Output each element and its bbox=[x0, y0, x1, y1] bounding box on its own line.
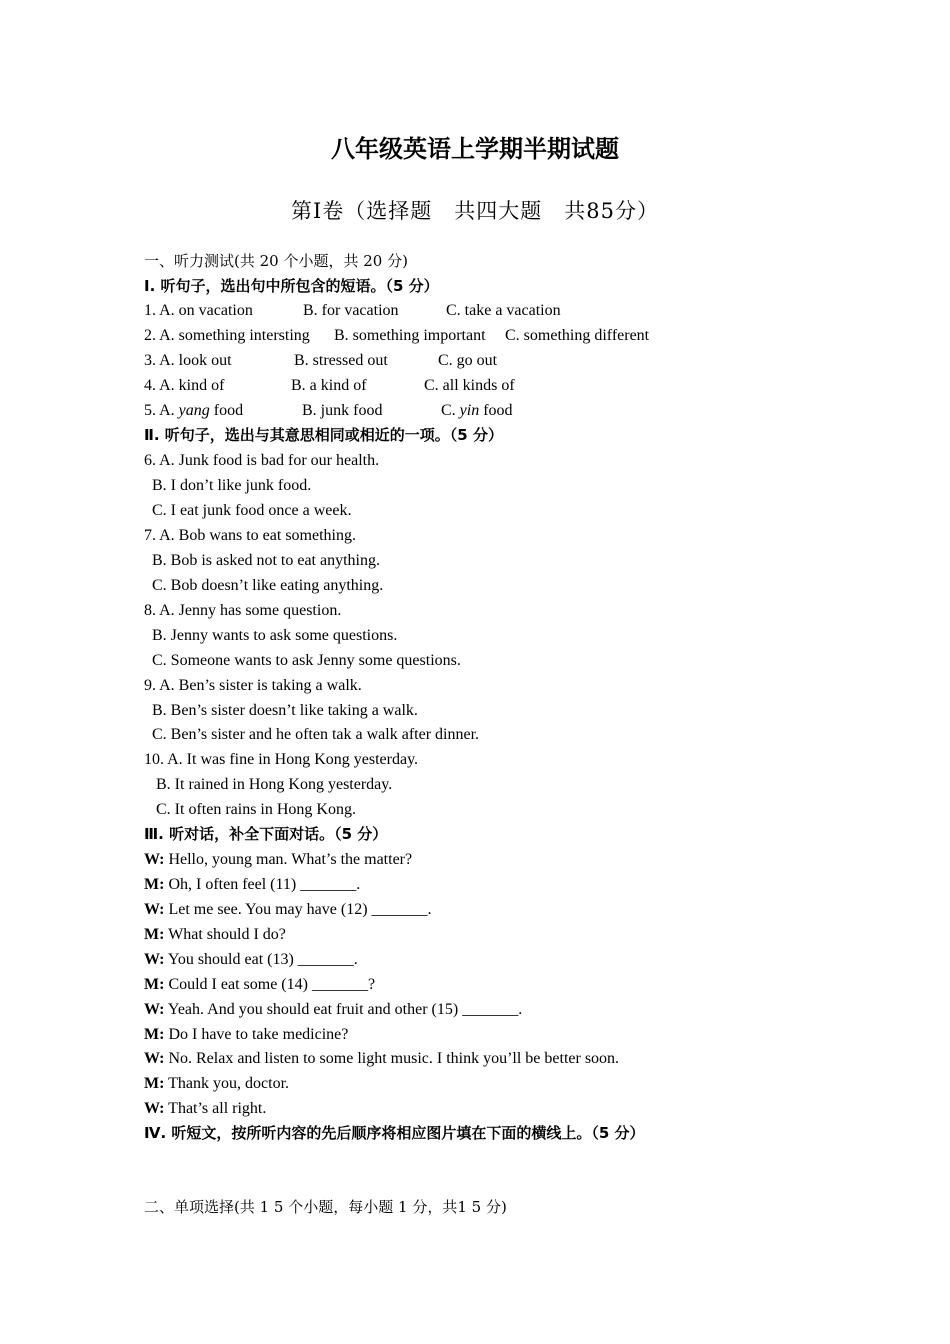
part1-header: Ⅰ. 听句子，选出句中所包含的短语。（5 分） bbox=[144, 277, 439, 295]
q9-option-c: C. Ben’s sister and he often tak a walk after dinner. bbox=[152, 726, 480, 743]
q5-option-c: C. yin food bbox=[441, 402, 513, 419]
q9-option-b: B. Ben’s sister doesn’t like taking a walk. bbox=[152, 702, 418, 719]
q6-option-a: 6. A. Junk food is bad for our health. bbox=[144, 452, 380, 469]
speaker-label: M: bbox=[144, 926, 165, 943]
speaker-label: M: bbox=[144, 876, 165, 893]
dialogue-line: W: Let me see. You may have (12) _______. bbox=[144, 901, 432, 918]
q1-option-b: B. for vacation bbox=[303, 302, 399, 319]
q6-option-c: C. I eat junk food once a week. bbox=[152, 502, 352, 519]
dialogue-line: M: Could I eat some (14) _______? bbox=[144, 976, 376, 993]
page-title: 八年级英语上学期半期试题 bbox=[331, 135, 619, 163]
speaker-label: W: bbox=[144, 951, 165, 968]
dialogue-line: M: Do I have to take medicine? bbox=[144, 1026, 349, 1043]
dialogue-line: M: What should I do? bbox=[144, 926, 286, 943]
dialogue-line: W: Yeah. And you should eat fruit and other (15) _______. bbox=[144, 1001, 523, 1018]
q3-option-a: 3. A. look out bbox=[144, 352, 232, 369]
q10-option-c: C. It often rains in Hong Kong. bbox=[156, 801, 356, 818]
section-listening-heading: 一、听力测试(共 20 个小题，共 20 分) bbox=[144, 252, 408, 270]
section-single-choice-heading: 二、单项选择(共 1 5 个小题，每小题 1 分，共1 5 分) bbox=[144, 1198, 507, 1216]
speaker-label: W: bbox=[144, 901, 165, 918]
q8-option-c: C. Someone wants to ask Jenny some questions. bbox=[152, 652, 461, 669]
part4-header: Ⅳ. 听短文，按所听内容的先后顺序将相应图片填在下面的横线上。（5 分） bbox=[144, 1124, 645, 1142]
q4-option-c: C. all kinds of bbox=[424, 377, 515, 394]
q5-option-a: 5. A. yang food bbox=[144, 402, 244, 419]
q7-option-b: B. Bob is asked not to eat anything. bbox=[152, 552, 380, 569]
q3-option-b: B. stressed out bbox=[294, 352, 388, 369]
q10-option-b: B. It rained in Hong Kong yesterday. bbox=[156, 776, 393, 793]
q2-option-b: B. something important bbox=[334, 327, 486, 344]
dialogue-line: W: That’s all right. bbox=[144, 1100, 267, 1117]
q1-option-a: 1. A. on vacation bbox=[144, 302, 253, 319]
dialogue-line: W: You should eat (13) _______. bbox=[144, 951, 358, 968]
paper-subtitle: 第I卷（选择题 共四大题 共85分） bbox=[290, 199, 660, 223]
dialogue-line: M: Oh, I often feel (11) _______. bbox=[144, 876, 361, 893]
q4-option-b: B. a kind of bbox=[291, 377, 367, 394]
speaker-label: M: bbox=[144, 976, 165, 993]
q10-option-a: 10. A. It was fine in Hong Kong yesterday. bbox=[144, 751, 419, 768]
q9-option-a: 9. A. Ben’s sister is taking a walk. bbox=[144, 677, 362, 694]
speaker-label: W: bbox=[144, 1100, 165, 1117]
speaker-label: W: bbox=[144, 1050, 165, 1067]
speaker-label: W: bbox=[144, 1001, 165, 1018]
q7-option-a: 7. A. Bob wans to eat something. bbox=[144, 527, 356, 544]
q1-option-c: C. take a vacation bbox=[446, 302, 561, 319]
part2-header: Ⅱ. 听句子，选出与其意思相同或相近的一项。（5 分） bbox=[144, 426, 503, 444]
q7-option-c: C. Bob doesn’t like eating anything. bbox=[152, 577, 384, 594]
q3-option-c: C. go out bbox=[438, 352, 498, 369]
speaker-label: M: bbox=[144, 1026, 165, 1043]
q2-option-c: C. something different bbox=[505, 327, 650, 344]
q2-option-a: 2. A. something intersting bbox=[144, 327, 310, 344]
q5-option-b: B. junk food bbox=[302, 402, 383, 419]
q8-option-b: B. Jenny wants to ask some questions. bbox=[152, 627, 398, 644]
dialogue-line: W: Hello, young man. What’s the matter? bbox=[144, 851, 413, 868]
q8-option-a: 8. A. Jenny has some question. bbox=[144, 602, 342, 619]
part3-header: Ⅲ. 听对话，补全下面对话。（5 分） bbox=[144, 825, 388, 843]
dialogue-line: M: Thank you, doctor. bbox=[144, 1075, 290, 1092]
q4-option-a: 4. A. kind of bbox=[144, 377, 225, 394]
speaker-label: W: bbox=[144, 851, 165, 868]
q6-option-b: B. I don’t like junk food. bbox=[152, 477, 312, 494]
speaker-label: M: bbox=[144, 1075, 165, 1092]
dialogue-line: W: No. Relax and listen to some light music. I think you’ll be better soon. bbox=[144, 1050, 620, 1067]
